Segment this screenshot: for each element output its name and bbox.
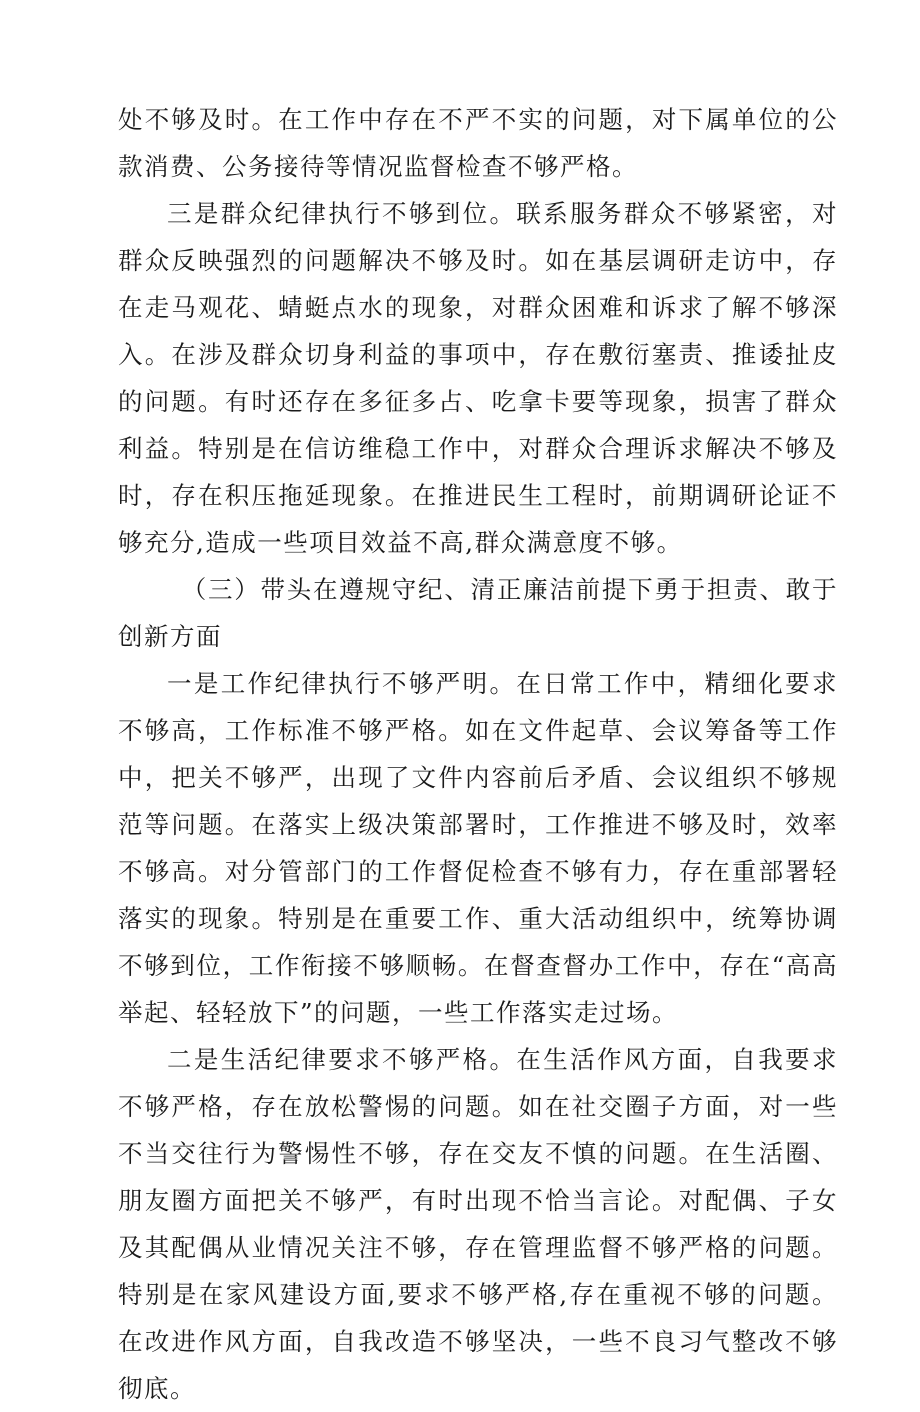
paragraph-continuation: 处不够及时。在工作中存在不严不实的问题，对下属单位的公款消费、公务接待等情况监督检查不够严格。 [118, 105, 838, 181]
section-heading-three: （三）带头在遵规守纪、清正廉洁前提下勇于担责、敢于创新方面 [118, 575, 838, 651]
document-body [118, 96, 838, 1412]
paragraph-life-discipline: 二是生活纪律要求不够严格。在生活作风方面，自我要求不够严格，存在放松警惕的问题。如在社交圈子方面，对一些不当交往行为警惕性不够，存在交友不慎的问题。在生活圈、朋友圈方面把关不够严，有时出现不恰当言论。对配偶、子女及其配偶从业情况关注不够，存在管理监督不够严格的问题。特别是在家风建设方面,要求不够严格,存在重视不够的问题。在改进作风方面，自我改造不够坚决，一些不良习气整改不够彻底。 [118, 1045, 838, 1403]
paragraph-mass-discipline: 三是群众纪律执行不够到位。联系服务群众不够紧密，对群众反映强烈的问题解决不够及时。如在基层调研走访中，存在走马观花、蜻蜓点水的现象，对群众困难和诉求了解不够深入。在涉及群众切身利益的事项中，存在敷衍塞责、推诿扯皮的问题。有时还存在多征多占、吃拿卡要等现象，损害了群众利益。特别是在信访维稳工作中，对群众合理诉求解决不够及时，存在积压拖延现象。在推进民生工程时，前期调研论证不够充分,造成一些项目效益不高,群众满意度不够。 [118, 199, 838, 557]
paragraph-work-discipline: 一是工作纪律执行不够严明。在日常工作中，精细化要求不够高，工作标准不够严格。如在文件起草、会议筹备等工作中，把关不够严，出现了文件内容前后矛盾、会议组织不够规范等问题。在落实上级决策部署时，工作推进不够及时，效率不够高。对分管部门的工作督促检查不够有力，存在重部署轻落实的现象。特别是在重要工作、重大活动组织中，统筹协调不够到位，工作衔接不够顺畅。在督查督办工作中，存在“高高举起、轻轻放下”的问题，一些工作落实走过场。 [118, 669, 838, 1027]
